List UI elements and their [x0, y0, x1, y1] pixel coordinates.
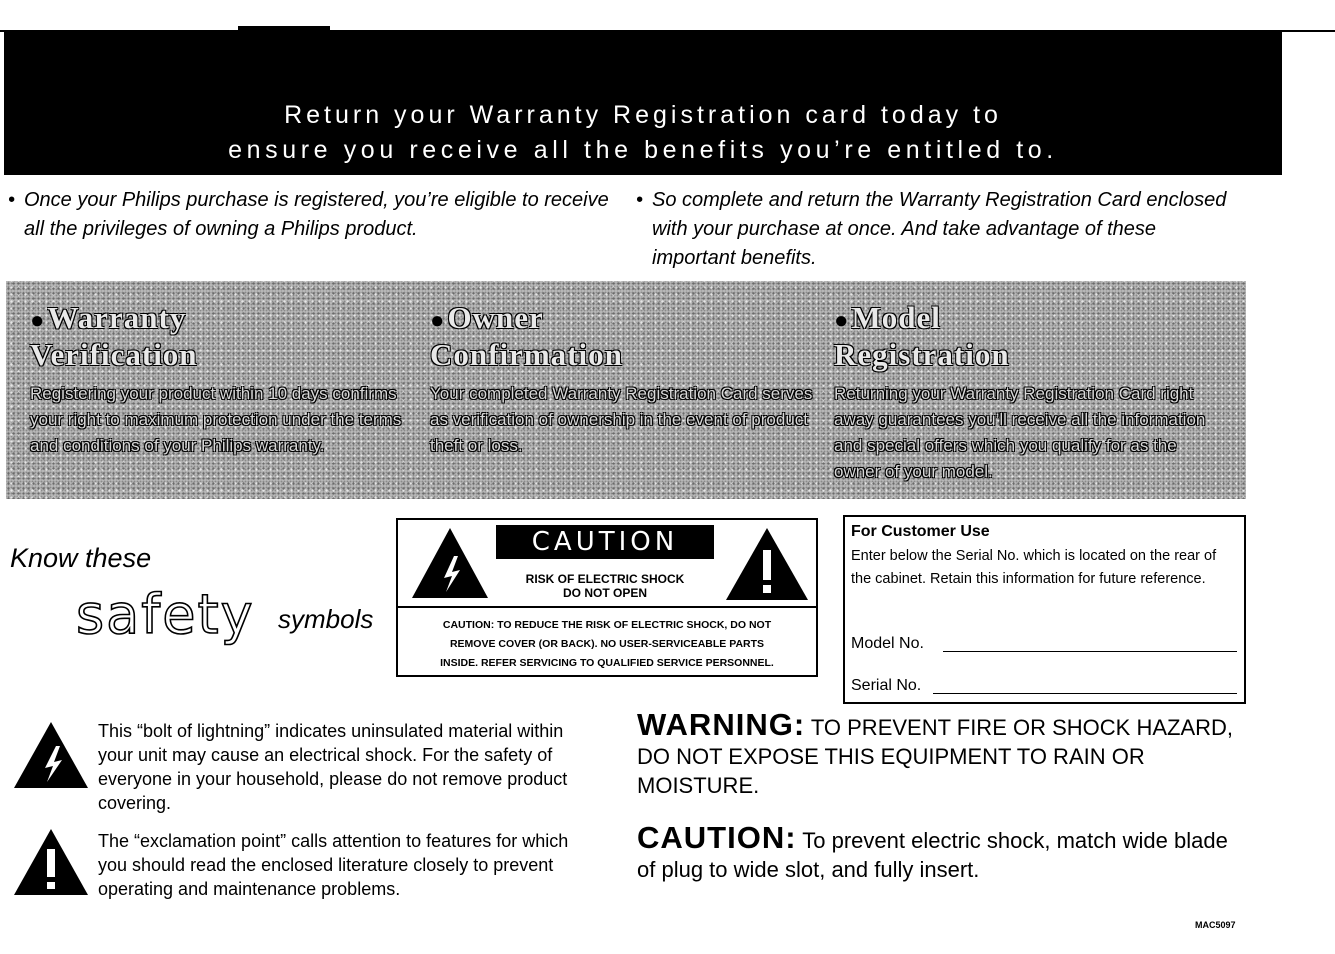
exclamation-warning-icon — [12, 827, 90, 897]
caution-label-box — [396, 518, 818, 677]
exclamation-warning-icon — [724, 526, 810, 602]
caution-text: To prevent electric shock, match wide blade of plug to wide slot, and fully insert. — [637, 828, 1228, 882]
benefit-text: Returning your Warranty Registration Card right away guarantees you’ll receive all the information and special offers which you qualify for as the owner of your model. — [834, 384, 1206, 481]
intro-right — [636, 186, 1242, 273]
bullet-icon: • — [8, 189, 16, 211]
symbols-label: symbols — [278, 604, 374, 634]
benefit-text: Your completed Warranty Registration Card serves as verification of ownership in the event of product theft or loss. — [430, 384, 813, 455]
caution-risk-line-2: DO NOT OPEN — [562, 586, 647, 600]
model-number-field[interactable] — [943, 651, 1237, 652]
intro-right-text: So complete and return the Warranty Registration Card enclosed with your purchase at once. And take advantage of these important benefits. — [652, 189, 1227, 269]
warning-statement — [637, 707, 1237, 800]
caution-title: CAUTION — [496, 525, 714, 559]
benefit-warranty — [30, 301, 415, 459]
benefit-title-line2: Confirmation — [430, 337, 623, 372]
benefit-owner — [430, 301, 815, 459]
lightning-warning-icon — [410, 526, 490, 600]
lightning-warning-icon — [12, 720, 90, 790]
caution-label: CAUTION: — [637, 820, 797, 855]
warning-text: TO PREVENT FIRE OR SHOCK HAZARD, DO NOT EXPOSE THIS EQUIPMENT TO RAIN OR MOISTURE. — [637, 715, 1234, 798]
benefit-title — [430, 301, 815, 338]
caution-fine-line-3: INSIDE. REFER SERVICING TO QUALIFIED SERVICE PERSONNEL. — [440, 657, 774, 669]
serial-number-field[interactable] — [933, 693, 1237, 694]
bullet-icon: • — [636, 189, 644, 211]
customer-use-title: For Customer Use — [851, 523, 990, 540]
banner-line-2: ensure you receive all the benefits you’re entitled to. — [228, 136, 1058, 164]
caution-fine-print — [404, 616, 810, 673]
benefit-text: Registering your product within 10 days confirms your right to maximum protection under the terms and conditions of your Philips warranty. — [30, 384, 402, 455]
bullet-icon: ● — [30, 308, 46, 334]
benefit-title — [30, 301, 415, 338]
safety-word: safety — [76, 583, 255, 646]
bullet-icon: ● — [430, 308, 446, 334]
top-rule-mark — [238, 26, 330, 31]
benefit-model — [834, 301, 1219, 485]
caution-fine-line-1: CAUTION: TO REDUCE THE RISK OF ELECTRIC SHOCK, DO NOT — [442, 619, 772, 631]
banner-line-1: Return your Warranty Registration card today to — [284, 101, 1002, 129]
lightning-note: This “bolt of lightning” indicates uninsulated material within your unit may cause an electrical shock. For the safety of everyone in your household, please do not remove product covering. — [98, 721, 568, 813]
caution-risk-line-1: RISK OF ELECTRIC SHOCK — [525, 572, 685, 586]
caution-divider — [398, 606, 816, 608]
customer-use-description: Enter below the Serial No. which is located on the rear of the cabinet. Retain this information for future reference. — [851, 548, 1217, 587]
document-code: MAC5097 — [1195, 920, 1236, 930]
intro-left — [8, 186, 609, 244]
serial-number-label: Serial No. — [851, 677, 922, 694]
caution-fine-line-2: REMOVE COVER (OR BACK). NO USER-SERVICEABLE PARTS — [449, 638, 765, 650]
benefit-title-line2: Registration — [834, 337, 1010, 372]
exclamation-note: The “exclamation point” calls attention to features for which you should read the enclosed literature closely to prevent operating and maintenance problems. — [98, 831, 569, 899]
benefits-band — [6, 281, 1246, 499]
benefit-title-line1: Owner — [447, 300, 544, 335]
customer-use-box — [843, 515, 1246, 704]
caution-statement — [637, 820, 1237, 884]
header-banner — [4, 32, 1282, 175]
benefit-title — [834, 301, 1219, 338]
intro-left-text: Once your Philips purchase is registered, you’re eligible to receive all the privileges of owning a Philips product. — [24, 189, 609, 240]
know-these-label: Know these — [10, 543, 152, 573]
bullet-icon: ● — [834, 308, 850, 334]
benefit-title-line1: Warranty — [47, 300, 187, 335]
warning-label: WARNING: — [637, 707, 806, 742]
benefit-title-line2: Verification — [30, 337, 198, 372]
benefit-title-line1: Model — [851, 300, 941, 335]
model-number-label: Model No. — [851, 635, 924, 652]
